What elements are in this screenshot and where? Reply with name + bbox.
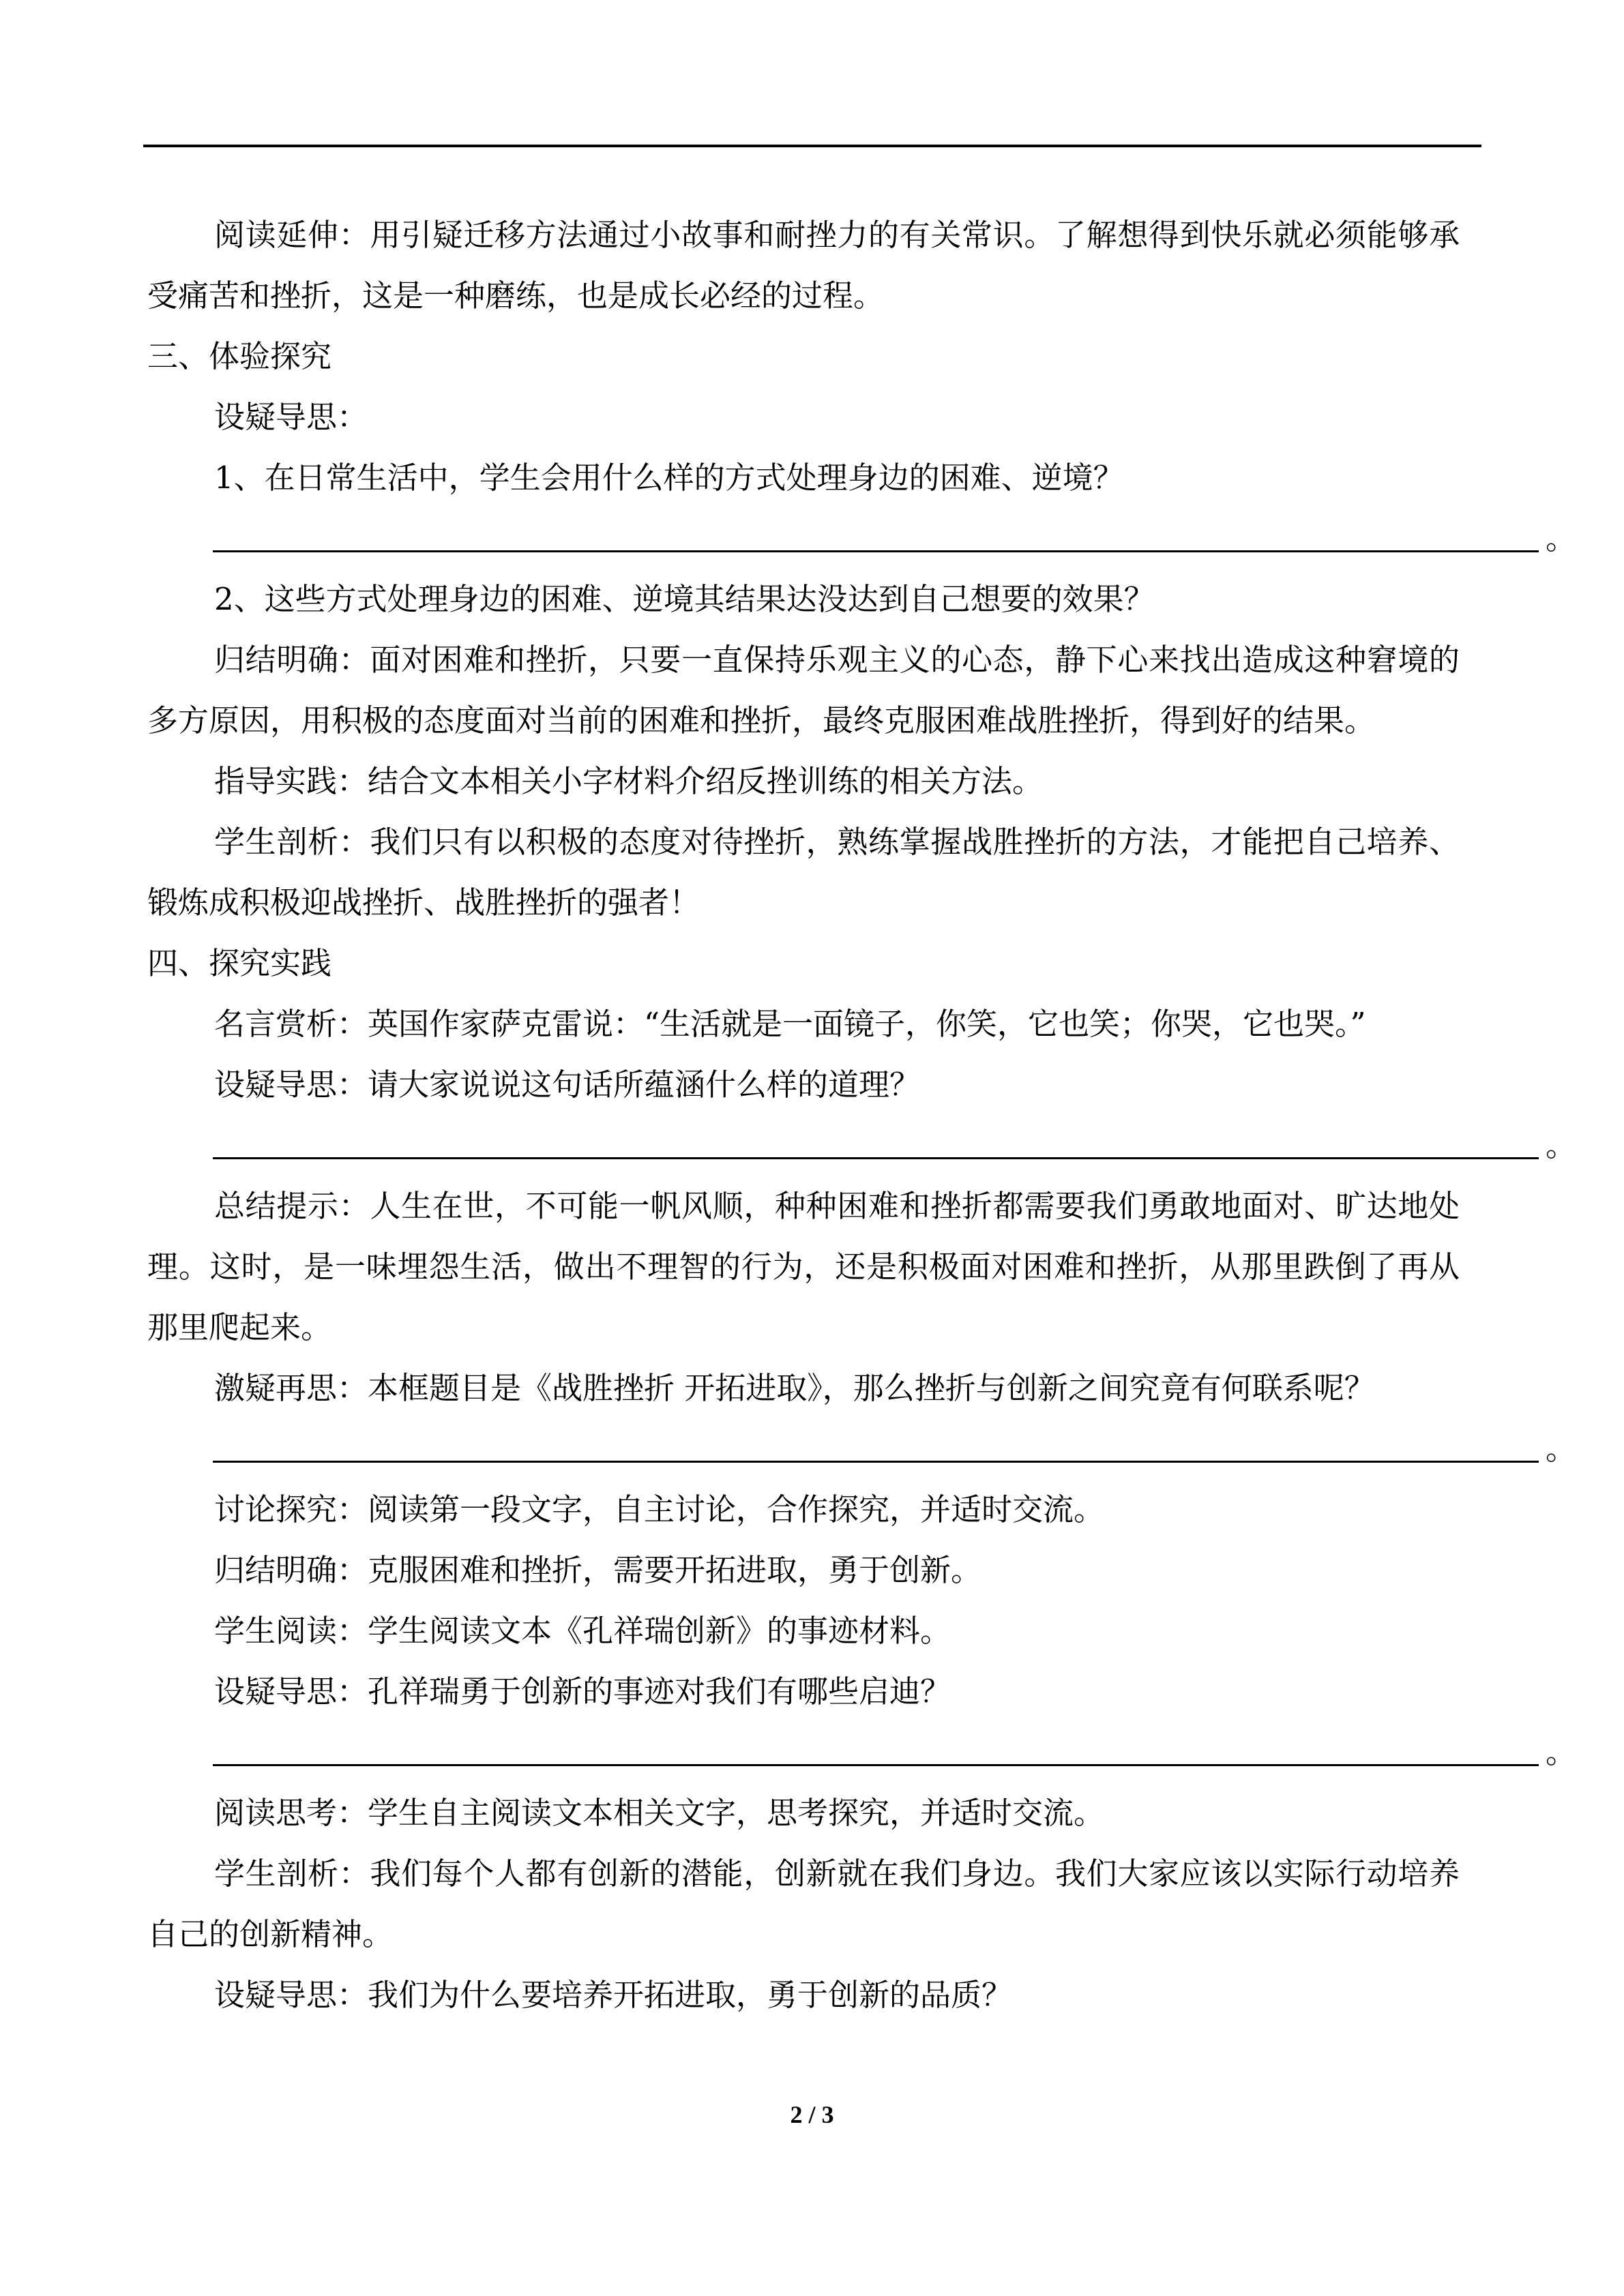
paragraph: 学生剖析：我们每个人都有创新的潜能，创新就在我们身边。我们大家应该以实际行动培养自己的创新精神。 [147,1855,1460,1952]
answer-period: 。 [1546,1431,1577,1467]
paragraph: 激疑再思：本框题目是《战胜挫折 开拓进取》，那么挫折与创新之间究竟有何联系呢？ [214,1370,1375,1406]
paragraph: 阅读延伸：用引疑迁移方法通过小故事和耐挫力的有关常识。了解想得到快乐就必须能够承受痛苦和挫折，这是一种磨练，也是成长必经的过程。 [147,217,1460,314]
paragraph: 设疑导思： [214,399,368,435]
paragraph: 2、这些方式处理身边的困难、逆境其结果达没达到自己想要的效果？ [214,581,1155,617]
paragraph: 学生剖析：我们只有以积极的态度对待挫折，熟练掌握战胜挫折的方法，才能把自己培养、锻炼成积极迎战挫折、战胜挫折的强者！ [147,824,1460,921]
paragraph: 阅读思考：学生自主阅读文本相关文字，思考探究，并适时交流。 [214,1795,1105,1831]
paragraph: 总结提示：人生在世，不可能一帆风顺，种种困难和挫折都需要我们勇敢地面对、旷达地处理。这时，是一味埋怨生活，做出不理智的行为，还是积极面对困难和挫折，从那里跌倒了再从那里爬起来。 [147,1188,1460,1345]
answer-line [213,1157,1539,1159]
answer-blank [147,1418,1577,1479]
answer-period: 。 [1546,1734,1577,1770]
document-body [147,205,1577,2025]
section-heading: 三、体验探究 [147,338,332,374]
paragraph: 讨论探究：阅读第一段文字，自主讨论，合作探究，并适时交流。 [214,1491,1105,1527]
paragraph: 归结明确：克服困难和挫折，需要开拓进取，勇于创新。 [214,1552,982,1588]
paragraph: 名言赏析：英国作家萨克雷说：“生活就是一面镜子，你笑，它也笑；你哭，它也哭。” [214,1006,1366,1042]
paragraph: 设疑导思：我们为什么要培养开拓进取，勇于创新的品质？ [214,1977,1013,2013]
paragraph: 设疑导思：孔祥瑞勇于创新的事迹对我们有哪些启迪？ [214,1673,951,1710]
answer-period: 。 [1546,1127,1577,1163]
paragraph: 指导实践：结合文本相关小字材料介绍反挫训练的相关方法。 [214,763,1044,799]
paragraph: 1、在日常生活中，学生会用什么样的方式处理身边的困难、逆境？ [214,460,1124,496]
answer-line [213,1764,1539,1766]
answer-line [213,550,1539,552]
answer-blank [147,508,1577,569]
paragraph: 设疑导思：请大家说说这句话所蕴涵什么样的道理？ [214,1067,921,1103]
answer-blank [147,1722,1577,1783]
answer-period: 。 [1546,520,1577,556]
answer-line [213,1461,1539,1463]
section-heading: 四、探究实践 [147,945,332,981]
paragraph: 归结明确：面对困难和挫折，只要一直保持乐观主义的心态，静下心来找出造成这种窘境的多方原因，用积极的态度面对当前的困难和挫折，最终克服困难战胜挫折，得到好的结果。 [147,642,1460,739]
page-number: 2 / 3 [790,2101,834,2128]
header-rule [143,145,1481,147]
answer-blank [147,1115,1577,1176]
paragraph: 学生阅读：学生阅读文本《孔祥瑞创新》的事迹材料。 [214,1613,951,1649]
